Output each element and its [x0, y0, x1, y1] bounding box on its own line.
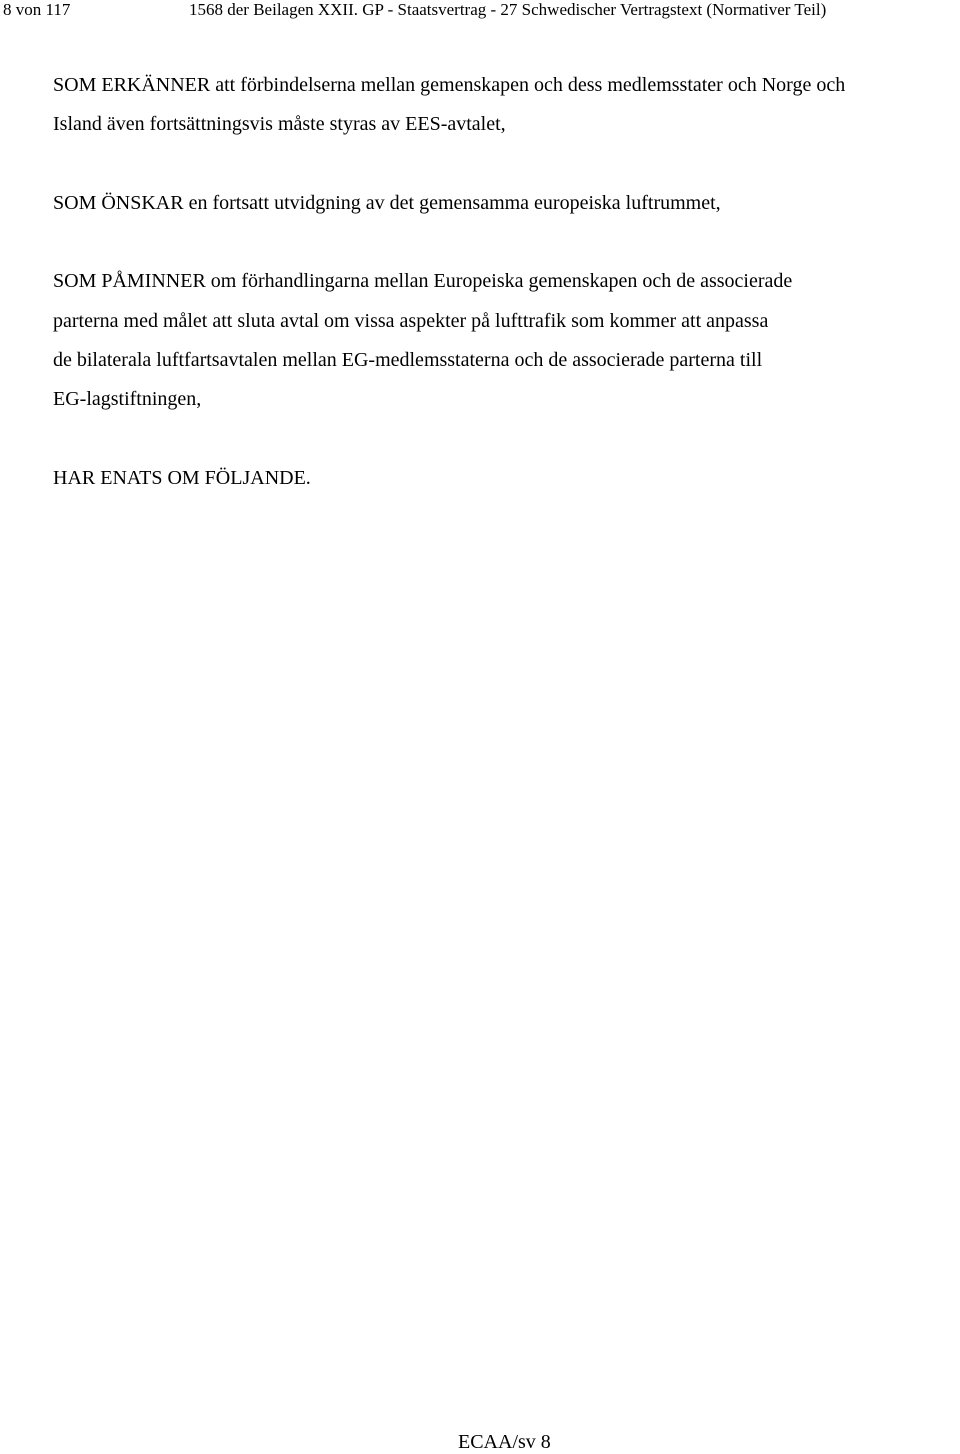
paragraph-line: HAR ENATS OM FÖLJANDE. — [53, 466, 311, 489]
page-footer-reference: ECAA/sv 8 — [458, 1431, 551, 1453]
paragraph-line: SOM PÅMINNER om förhandlingarna mellan Europeiska gemenskapen och de associerade — [53, 270, 793, 293]
paragraph-har-enats — [53, 459, 958, 498]
paragraph-spacer — [53, 223, 958, 262]
paragraph-line: SOM ERKÄNNER att förbindelserna mellan gemenskapen och dess medlemsstater och Norge och — [53, 74, 846, 96]
header-page-number: 8 von 117 — [3, 0, 71, 19]
paragraph-line: EG-lagstiftningen, — [53, 388, 202, 411]
paragraph-erkanner — [53, 66, 958, 145]
paragraph-line: Island även fortsättningsvis måste styras av EES-avtalet, — [53, 113, 506, 136]
paragraph-line: parterna med målet att sluta avtal om vissa aspekter på lufttrafik som kommer att anpassa — [53, 309, 769, 332]
header-title: 1568 der Beilagen XXII. GP - Staatsvertrag - 27 Schwedischer Vertragstext (Normativer Teil) — [189, 0, 827, 19]
paragraph-line: de bilaterala luftfartsavtalen mellan EG-medlemsstaterna och de associerade parterna till — [53, 349, 763, 372]
paragraph-onskar — [53, 184, 958, 223]
paragraph-spacer — [53, 145, 958, 184]
document-body — [53, 66, 958, 498]
paragraph-line: SOM ÖNSKAR en fortsatt utvidgning av det gemensamma europeiska luftrummet, — [53, 191, 721, 214]
page-header — [0, 0, 960, 22]
paragraph-spacer — [53, 420, 958, 459]
paragraph-paminner — [53, 262, 958, 419]
